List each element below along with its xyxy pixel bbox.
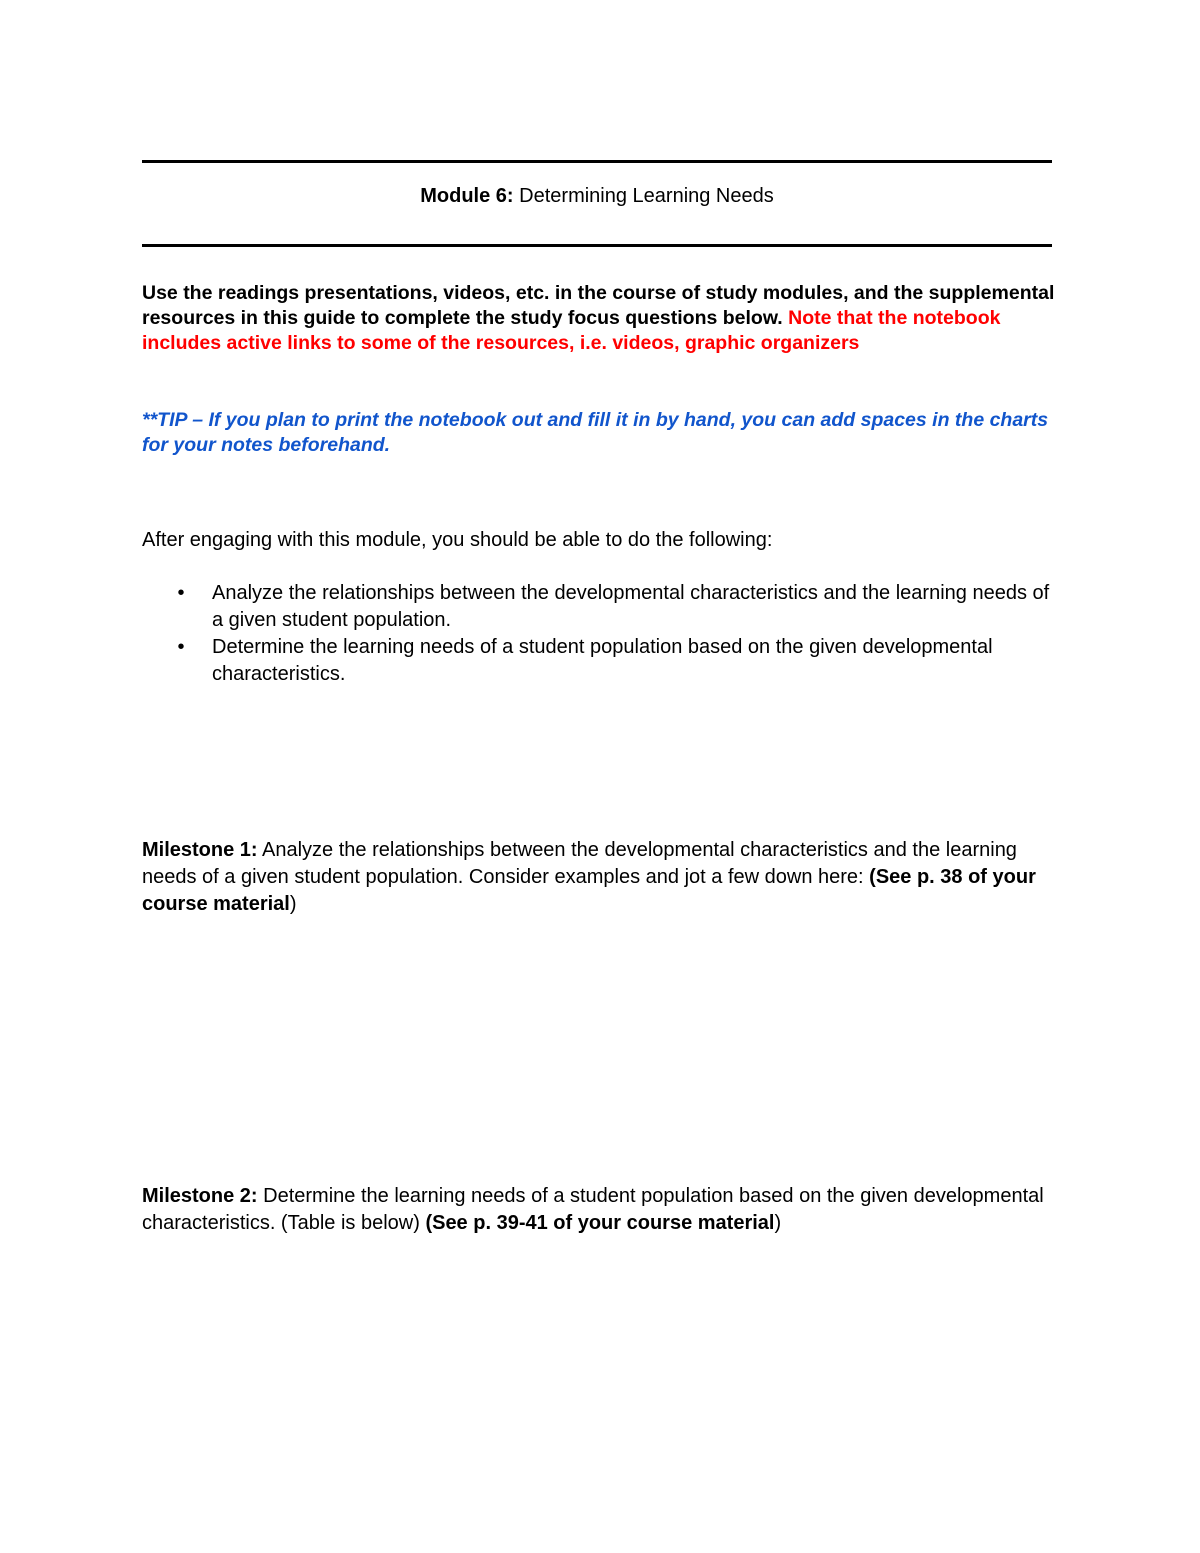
intro-note: Note that the notebook includes active links to some of the resources, i.e. videos, graphic organizers	[142, 307, 1001, 354]
milestone-1	[142, 837, 1057, 918]
module-heading	[142, 184, 1052, 208]
module-label: Module 6:	[420, 185, 514, 207]
intro-paragraph	[142, 281, 1057, 356]
bottom-divider	[142, 244, 1052, 247]
objective-item	[142, 634, 1057, 688]
milestone-text: Determine the learning needs of a student population based on the given developmental characteristics. (Table is below)	[142, 1185, 1044, 1234]
objective-item	[142, 580, 1057, 634]
objective-text: Analyze the relationships between the developmental characteristics and the learning needs of a given student population.	[212, 582, 1050, 631]
milestone-reference: (See p. 39-41 of your course material	[425, 1212, 775, 1234]
module-title: Determining Learning Needs	[519, 185, 774, 207]
objectives-list	[142, 580, 1057, 688]
milestone-label: Milestone 1:	[142, 839, 258, 861]
milestone-2	[142, 1183, 1057, 1237]
tip-paragraph: **TIP – If you plan to print the notebook out and fill it in by hand, you can add spaces in the charts for your notes beforehand.	[142, 409, 1049, 456]
milestone-reference: (See p. 38 of your course material	[142, 866, 1036, 915]
milestone-reference-close: )	[289, 893, 297, 915]
bullet-icon: •	[177, 636, 185, 658]
intro-instructions: Use the readings presentations, videos, etc. in the course of study modules, and the supplemental resources in this guide to complete the study focus questions below.	[142, 282, 1055, 329]
top-divider	[142, 160, 1052, 163]
objective-text: Determine the learning needs of a student population based on the given developmental characteristics.	[212, 636, 993, 685]
milestone-text: Analyze the relationships between the developmental characteristics and the learning needs of a given student population. Consider examples and jot a few down here:	[142, 839, 1017, 888]
bullet-icon: •	[177, 582, 185, 604]
milestone-reference-close: )	[774, 1212, 782, 1234]
objectives-lead: After engaging with this module, you should be able to do the following:	[142, 529, 773, 551]
milestone-label: Milestone 2:	[142, 1185, 258, 1207]
